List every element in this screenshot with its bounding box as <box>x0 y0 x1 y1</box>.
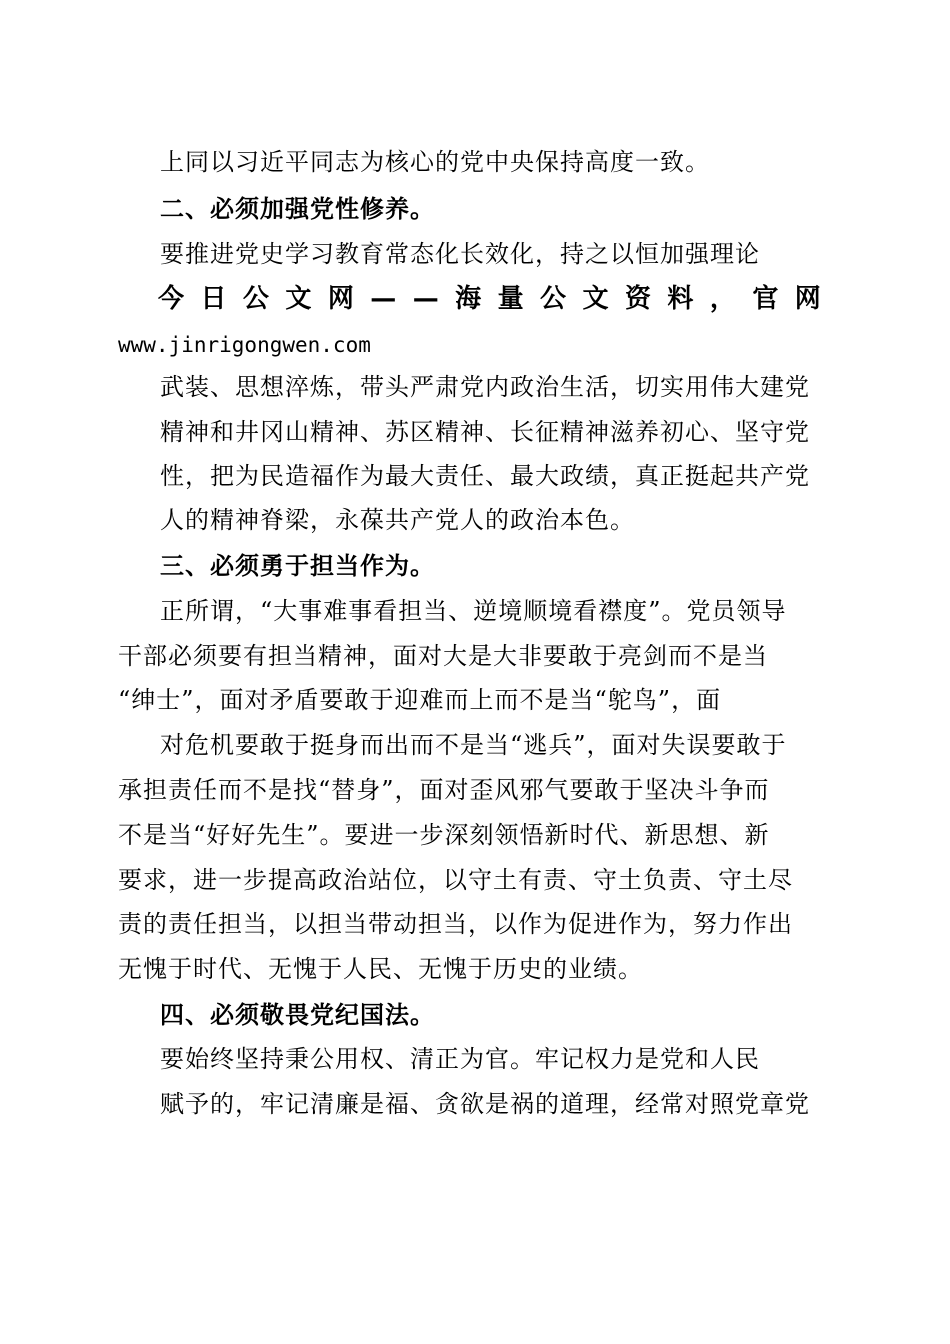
body-line: 要始终坚持秉公用权、清正为官。牢记权力是党和人民 <box>160 1045 760 1073</box>
banner-char: 今 <box>158 284 186 314</box>
banner-char: 海 <box>455 284 483 314</box>
banner-char: 文 <box>285 284 313 314</box>
section-heading-2: 二、必须加强党性修养。 <box>160 195 435 223</box>
banner-char: 文 <box>582 284 610 314</box>
body-line: 要求，进一步提高政治站位，以守土有责、守土负责、守土尽 <box>118 866 793 894</box>
banner-char: 料 <box>667 284 695 314</box>
body-line: 不是当“好好先生”。要进一步深刻领悟新时代、新思想、新 <box>118 821 770 849</box>
body-line: 无愧于时代、无愧于人民、无愧于历史的业绩。 <box>118 955 643 983</box>
banner-char: — <box>370 284 398 314</box>
section-heading-3: 三、必须勇于担当作为。 <box>160 552 435 580</box>
body-line: 上同以习近平同志为核心的党中央保持高度一致。 <box>160 148 710 176</box>
banner-char: 公 <box>540 284 568 314</box>
banner-char: 网 <box>794 284 822 314</box>
body-line: 责的责任担当，以担当带动担当，以作为促进作为，努力作出 <box>118 910 793 938</box>
body-line: 性，把为民造福作为最大责任、最大政绩，真正挺起共产党 <box>160 462 810 490</box>
body-line: 正所谓，“大事难事看担当、逆境顺境看襟度”。党员领导 <box>160 597 787 625</box>
banner-char: 量 <box>497 284 525 314</box>
body-line: 承担责任而不是找“替身”，面对歪风邪气要敢于坚决斗争而 <box>118 776 770 804</box>
body-line: 精神和井冈山精神、苏区精神、长征精神滋养初心、坚守党 <box>160 418 810 446</box>
body-line: 要推进党史学习教育常态化长效化，持之以恒加强理论 <box>160 240 760 268</box>
body-line: 赋予的，牢记清廉是福、贪欲是祸的道理，经常对照党章党 <box>160 1090 810 1118</box>
banner-char: 网 <box>327 284 355 314</box>
banner-char: ， <box>709 284 737 314</box>
body-line: 人的精神脊梁，永葆共产党人的政治本色。 <box>160 506 635 534</box>
section-heading-4: 四、必须敬畏党纪国法。 <box>160 1001 435 1029</box>
watermark-url: www.jinrigongwen.com <box>118 333 371 357</box>
body-line: 武装、思想淬炼，带头严肃党内政治生活，切实用伟大建党 <box>160 373 810 401</box>
banner-char: 公 <box>242 284 270 314</box>
banner-char: 日 <box>200 284 228 314</box>
banner-char: 资 <box>624 284 652 314</box>
banner-char: — <box>412 284 440 314</box>
body-line: 对危机要敢于挺身而出而不是当“逃兵”，面对失误要敢于 <box>160 731 787 759</box>
banner-char: 官 <box>752 284 780 314</box>
body-line: 干部必须要有担当精神，面对大是大非要敢于亮剑而不是当 <box>118 642 768 670</box>
watermark-banner <box>158 284 822 314</box>
body-line: “绅士”，面对矛盾要敢于迎难而上而不是当“鸵鸟”，面 <box>118 686 722 714</box>
